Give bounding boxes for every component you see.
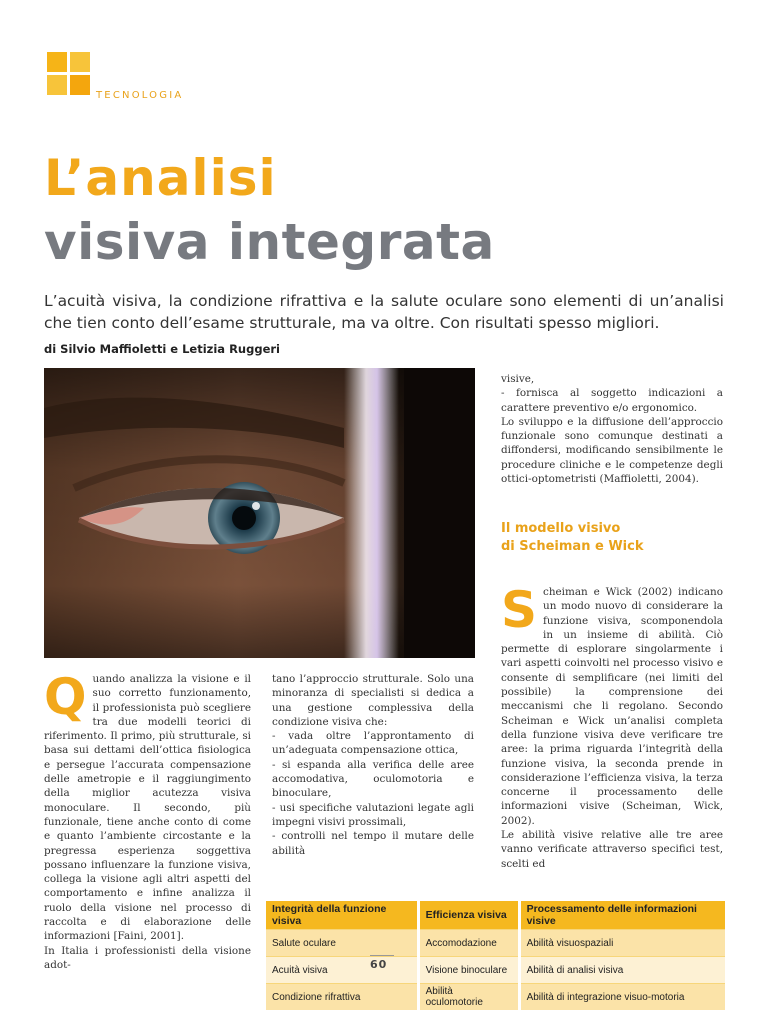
column-3-line: visive, [501, 372, 723, 386]
table-header: Efficienza visiva [418, 901, 519, 930]
table-cell: Acuità visiva [266, 957, 418, 984]
table-cell: Abilità visuospaziali [519, 930, 725, 957]
table-cell: Abilità di integrazione visuo-motoria [519, 984, 725, 1010]
column-1-text2: In Italia i professionisti della visione adot- [44, 944, 251, 973]
subheading [501, 520, 723, 556]
table-cell: Visione binoculare [418, 957, 519, 984]
table-header: Processamento delle informazioni visive [519, 901, 725, 930]
table-cell: Abilità di analisi visiva [519, 957, 725, 984]
page-number: 60 [370, 958, 387, 971]
dropcap-s: S [501, 588, 537, 632]
list-item: - usi specifiche valutazioni legate agli impegni visivi prossimali, [272, 801, 474, 830]
eye-photo [44, 368, 475, 658]
section-logo [47, 52, 91, 96]
subheading-line1: Il modello visivo [501, 521, 620, 536]
article-title-line2: visiva integrata [44, 214, 495, 270]
column-2-para: tano l’approccio strutturale. Solo una minoranza di specialisti si dedica a una gestione complessiva della condizione visiva che: [272, 672, 474, 729]
table-row [266, 984, 725, 1010]
column-2 [272, 672, 474, 858]
column-3-list-item: - fornisca al soggetto indicazioni a carattere preventivo e/o ergonomico. [501, 386, 723, 415]
table-cell: Salute oculare [266, 930, 418, 957]
section-label: TECNOLOGIA [96, 90, 183, 101]
table-header: Integrità della funzione visiva [266, 901, 418, 930]
list-item: - vada oltre l’approntamento di un’adeguata compensazione ottica, [272, 729, 474, 758]
byline: di Silvio Maffioletti e Letizia Ruggeri [44, 342, 280, 356]
article-lead: L’acuità visiva, la condizione rifrattiva e la salute oculare sono elementi di un’analisi che tien conto dell’esame strutturale, ma va oltre. Con risultati spesso migliori. [44, 290, 724, 334]
table-cell: Abilità oculomotorie [418, 984, 519, 1010]
page-number-rule [370, 955, 394, 956]
table-cell: Condizione rifrattiva [266, 984, 418, 1010]
article-title-line1: L’analisi [44, 150, 277, 206]
dropcap-q: Q [44, 675, 87, 719]
table-row [266, 957, 725, 984]
subheading-line2: di Scheiman e Wick [501, 539, 643, 554]
column-3 [501, 585, 723, 871]
list-item: - si espanda alla verifica delle aree accomodativa, oculomotoria e binoculare, [272, 758, 474, 801]
list-item: - controlli nel tempo il mutare delle abilità [272, 829, 474, 858]
column-3-top [501, 372, 723, 486]
table-header-row [266, 901, 725, 930]
column-1-text: uando analizza la visione e il suo corretto funzionamento, il professionista può scegliere tra due modelli teorici di riferimento. Il primo, più strutturale, si basa sui dettami dell’ottica fisiologica e persegue l’accurata compensazione delle ametropie e il raggiungimento della miglior acutezza visiva monoculare. Il secondo, più funzionale, tiene anche conto di come e quanto l’ambiente circostante e la pregressa esperienza soggettiva possano influenzare la funzione visiva, collega la visione agli altri aspetti del comportamento e infine analizza il ruolo della visione nel processo di raccolta e di elaborazione delle informazioni [Faini, 2001]. [44, 673, 251, 942]
column-3-text2: Le abilità visive relative alle tre aree vanno verificate attraverso specifici test, scelti ed [501, 828, 723, 871]
column-1 [44, 672, 251, 972]
column-3-para: Lo sviluppo e la diffusione dell’approccio funzionale sono comunque destinati a diffondersi, modificando sensibilmente le procedure cliniche e le competenze degli ottici-optometristi (Maffioletti, 2004). [501, 415, 723, 486]
table-cell: Accomodazione [418, 930, 519, 957]
table-row [266, 930, 725, 957]
column-3-text: cheiman e Wick (2002) indicano un modo nuovo di considerare la funzione visiva, scomponendola in un insieme di abilità. Ciò permette di esplorare singolarmente i vari aspetti coinvolti nel processo visivo e consente di semplificare (nei limiti del possibile) la comprensione dei meccanismi che li regolano. Secondo Scheiman e Wick un’analisi completa della funzione visiva deve verificare tre aree: la prima riguarda l’integrità della funzione visiva, la seconda prende in considerazione l’efficienza visiva, la terza concerne il processamento delle informazioni visive (Scheiman, Wick, 2002). [501, 586, 723, 827]
